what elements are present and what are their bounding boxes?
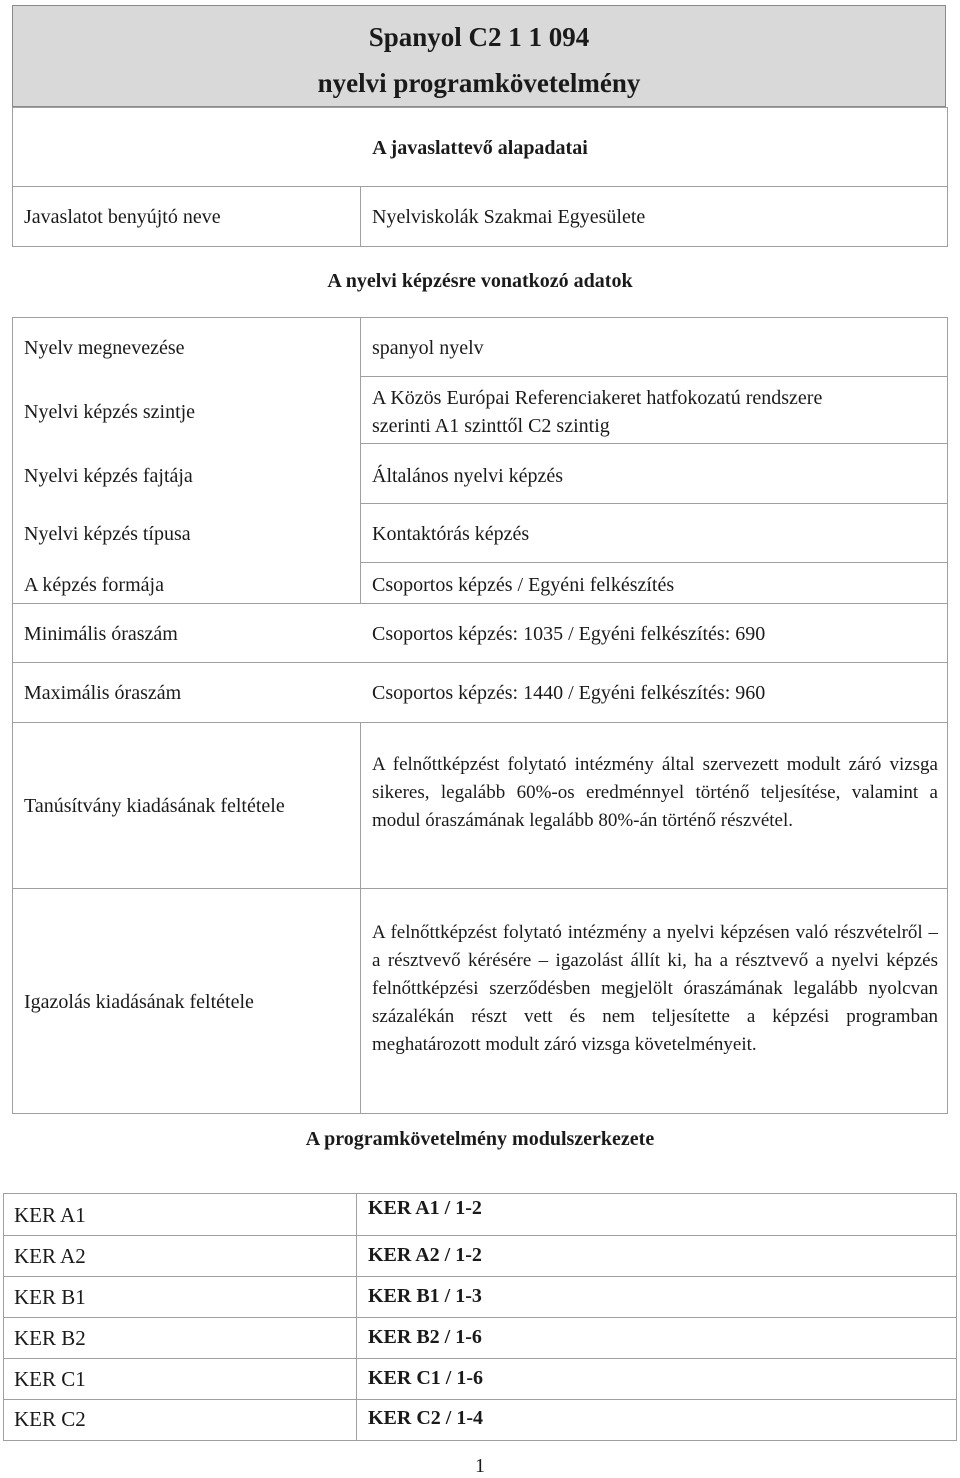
row-label-form: A képzés formája [24, 574, 164, 596]
row-label-language: Nyelv megnevezése [24, 337, 185, 359]
row-label-max-hours: Maximális óraszám [24, 682, 182, 704]
module-label-b1: KER B1 [14, 1285, 86, 1309]
module-heading: A programkövetelmény modulszerkezete [305, 1128, 655, 1150]
row-label-kind: Nyelvi képzés fajtája [24, 465, 193, 487]
row-value-kind: Általános nyelvi képzés [372, 465, 564, 487]
proposer-heading: A javaslattevő alapadatai [372, 137, 588, 159]
proposer-value: Nyelviskolák Szakmai Egyesülete [372, 206, 646, 228]
module-label-c1: KER C1 [14, 1367, 86, 1391]
module-code-a2: KER A2 / 1-2 [368, 1244, 482, 1266]
module-code-c1: KER C1 / 1-6 [368, 1367, 483, 1389]
row-value-form: Csoportos képzés / Egyéni felkészítés [372, 574, 675, 596]
row-value-level-line1: A Közös Európai Referenciakeret hatfokozatú rendszere [372, 387, 823, 409]
module-label-a2: KER A2 [14, 1244, 86, 1268]
page-title: Spanyol C2 1 1 094 [368, 22, 590, 52]
row-value-certificate: A felnőttképzést folytató intézmény által szervezett modult záró vizsga sikeres, legalább 60%-os eredménnyel történő teljesítése, valamint a modul óraszámának legalább 80%-án történő részvétel. [372, 754, 938, 831]
module-code-b1: KER B1 / 1-3 [368, 1285, 482, 1307]
module-code-b2: KER B2 / 1-6 [368, 1326, 482, 1348]
proposer-label: Javaslatot benyújtó neve [24, 206, 221, 228]
module-label-c2: KER C2 [14, 1407, 86, 1431]
page-subtitle: nyelvi programkövetelmény [317, 68, 641, 98]
row-value-level-line2: szerinti A1 szinttől C2 szintig [372, 415, 610, 437]
row-value-min-hours: Csoportos képzés: 1035 / Egyéni felkészítés: 690 [372, 623, 766, 645]
module-code-a1: KER A1 / 1-2 [368, 1197, 482, 1219]
module-code-c2: KER C2 / 1-4 [368, 1407, 483, 1429]
row-label-attestation: Igazolás kiadásának feltétele [24, 991, 254, 1013]
title-box [12, 5, 946, 107]
module-label-b2: KER B2 [14, 1326, 86, 1350]
row-label-certificate: Tanúsítvány kiadásának feltétele [24, 795, 285, 817]
row-value-max-hours: Csoportos képzés: 1440 / Egyéni felkészítés: 960 [372, 682, 766, 704]
row-label-type: Nyelvi képzés típusa [24, 523, 191, 545]
training-heading: A nyelvi képzésre vonatkozó adatok [327, 270, 633, 292]
row-value-attestation: A felnőttképzést folytató intézmény a nyelvi képzésen való részvételről – a résztvevő kérésére – igazolást állít ki, ha a résztvevő a nyelvi képzés felnőttképzési szerződésben megjelölt óraszámának legalább nyolcvan százalékán részt vett és nem teljesítette a képzési programban meghatározott modult záró vizsga követelményeit. [372, 922, 938, 1055]
page-number: 1 [475, 1455, 485, 1477]
row-value-language: spanyol nyelv [372, 337, 484, 359]
row-value-type: Kontaktórás képzés [372, 523, 530, 545]
row-label-level: Nyelvi képzés szintje [24, 401, 196, 423]
row-label-min-hours: Minimális óraszám [24, 623, 178, 645]
module-label-a1: KER A1 [14, 1203, 86, 1227]
